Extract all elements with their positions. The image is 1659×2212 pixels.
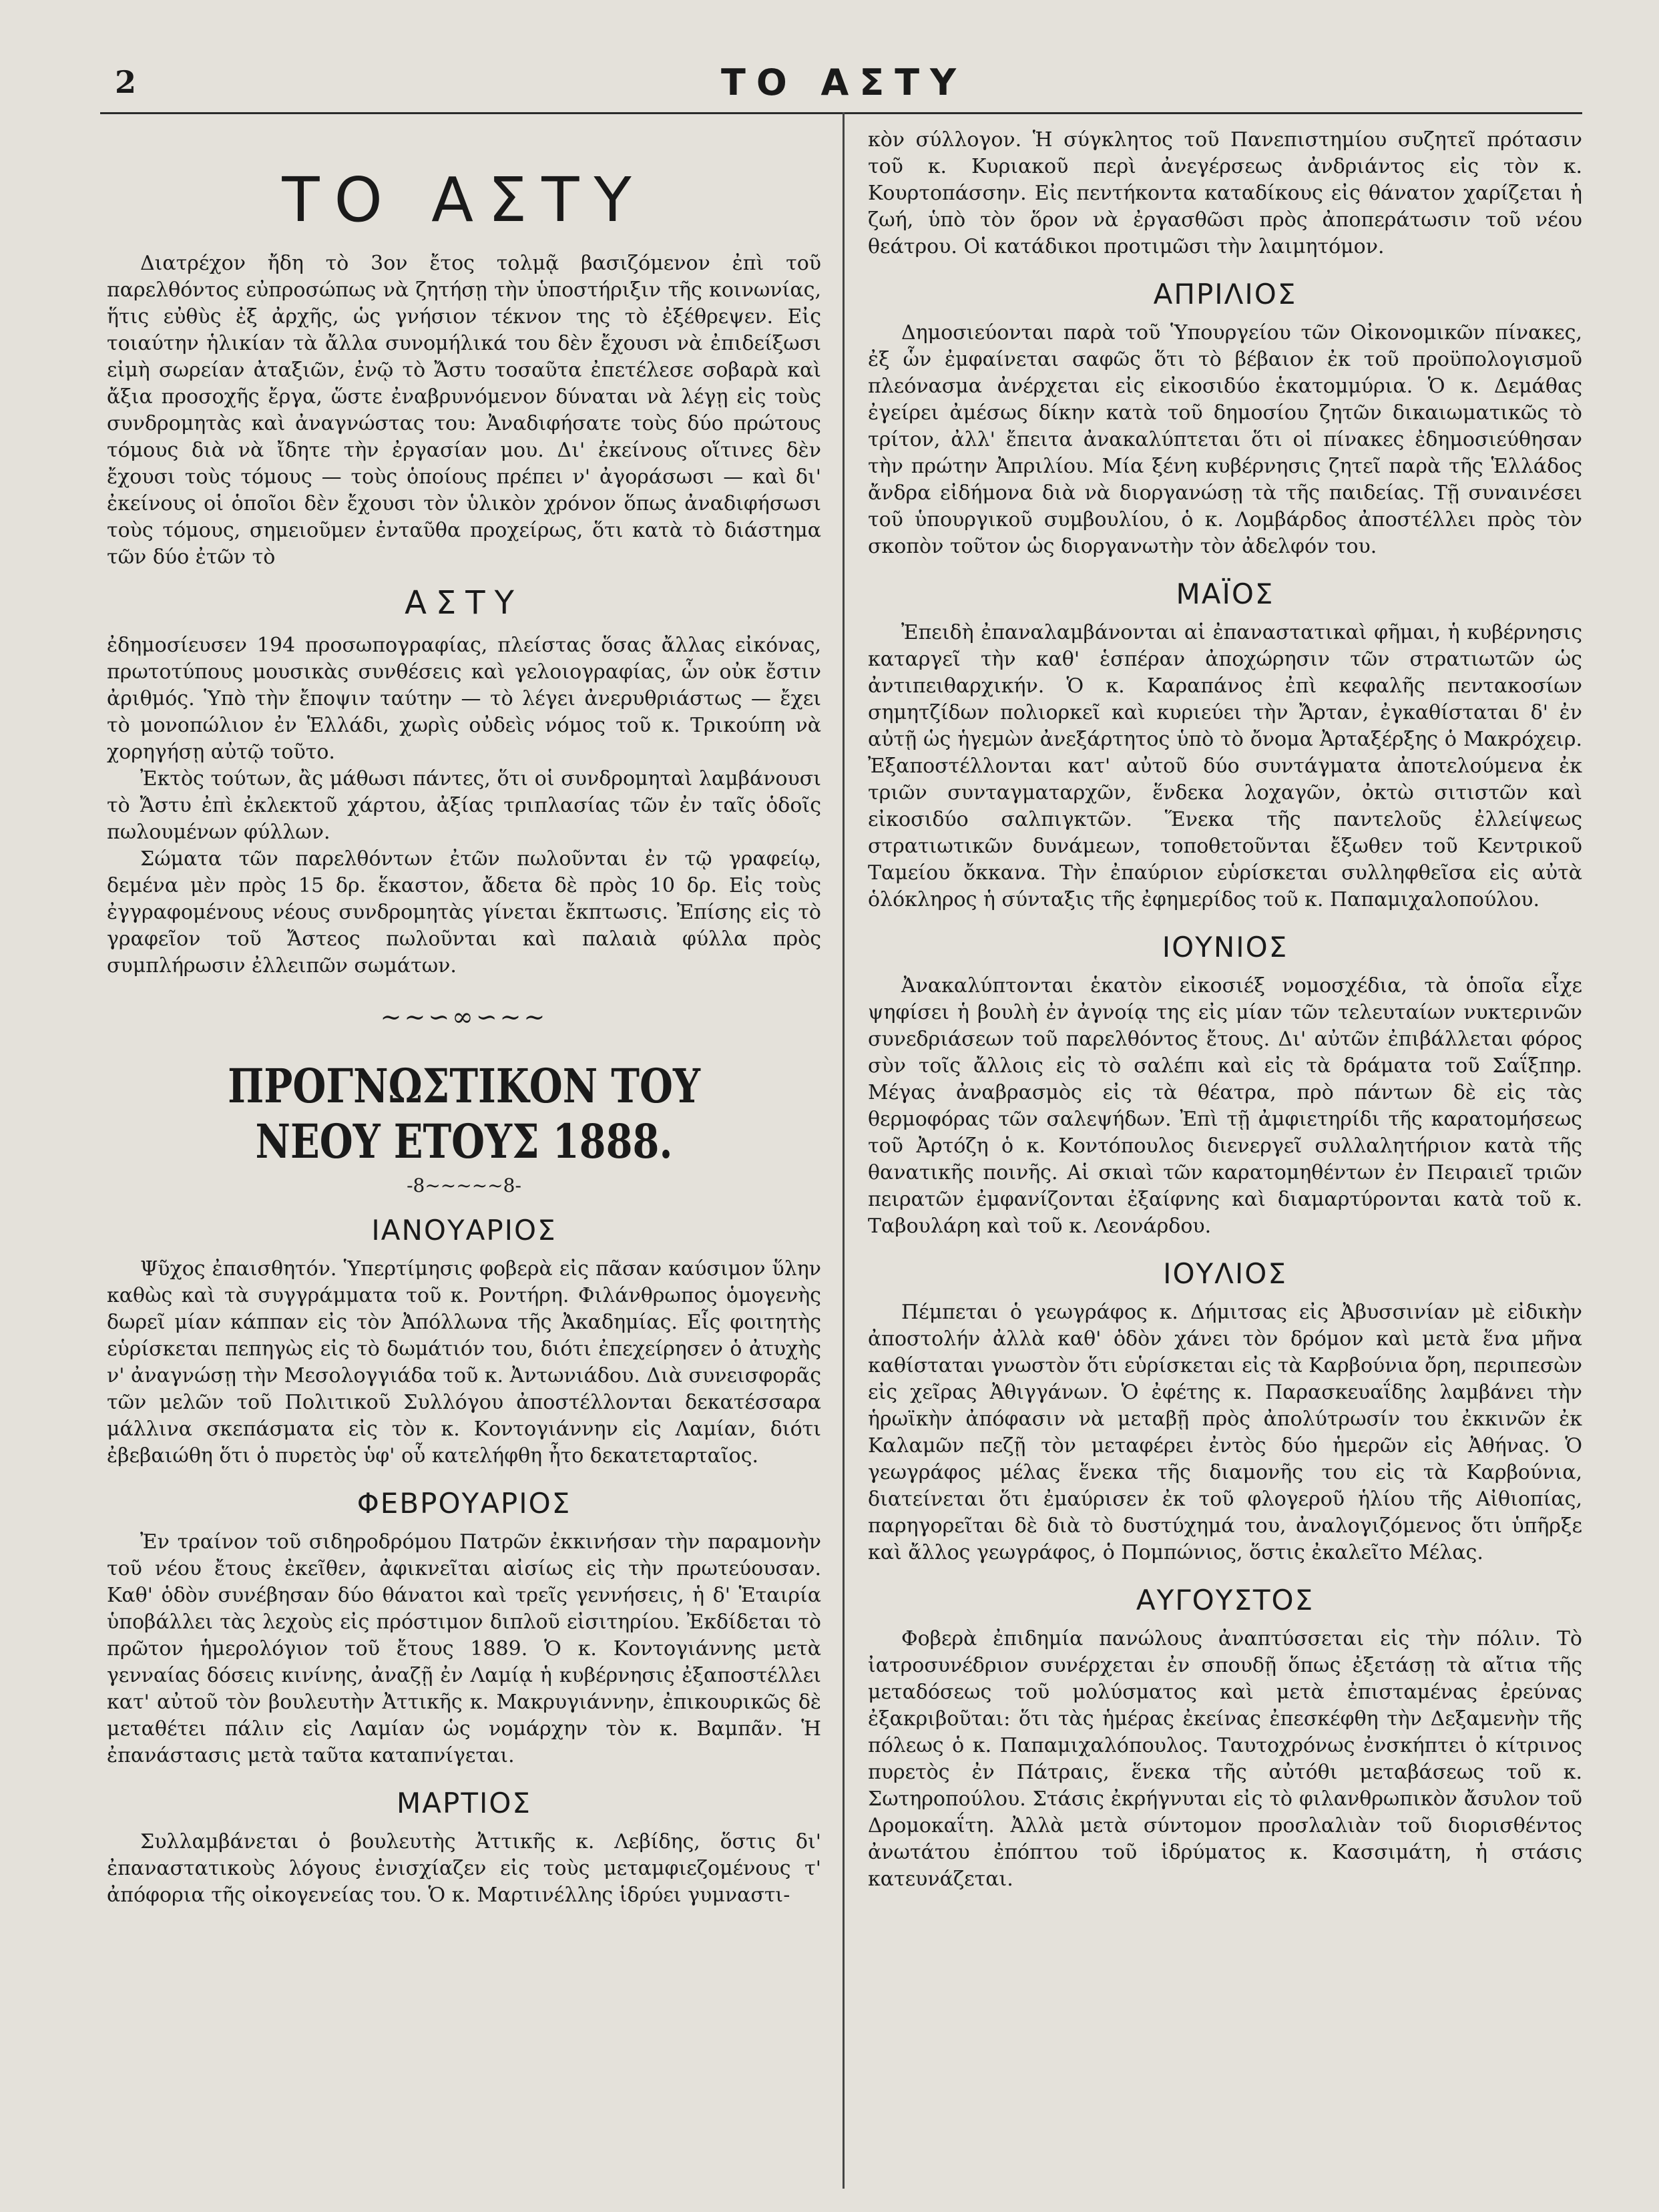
left-column (107, 127, 821, 1909)
month-heading: ΑΠΡΙΛΙΟΣ (1153, 278, 1297, 310)
right-column (868, 127, 1582, 1893)
month-text: Ἀνακαλύπτονται ἑκατὸν εἰκοσιέξ νομοσχέδια, τὰ ὁποῖα εἶχε ψηφίσει ἡ βουλὴ ἐν ἀγνοίᾳ της εἰς μίαν τῶν τελευταίων νυκτερινῶν συνεδριάσεων τοῦ παρελθόντος ἔτους. Δι' αὐτῶν ἐπιβάλλεται φόρος σὺν τοῖς ἄλλοις εἰς τὸ σαλέπι καὶ εἰς τὰ δράματα τοῦ Σαΐξπηρ. Μέγας ἀναβρασμὸς εἰς τὰ θέατρα, πρὸ πάντων δὲ εἰς τὰς θερμοφόρας τῶν σαλεψήδων. Ἐπὶ τῇ ἀμφιετηρίδι τῆς καρατομήσεως τοῦ Ἀρτόζη ὁ κ. Κοντόπουλος διενεργεῖ συλλαλητήριον κατὰ τῆς θανατικῆς ποινῆς. Αἱ σκιαὶ τῶν καρατομηθέντων ἐν Πειραιεῖ τριῶν πειρατῶν ἐμφανίζονται ἐξαίφνης καὶ διαμαρτύρονται κατὰ τοῦ κ. Ταβουλάρη καὶ τοῦ κ. Λεονάρδου. (868, 974, 1582, 1238)
month-text: Συλλαμβάνεται ὁ βουλευτὴς Ἀττικῆς κ. Λεβίδης, ὅστις δι' ἐπαναστατικοὺς λόγους ἐνισχίαζεν εἰς τοὺς μεταμφιεζομένους τ' ἀπόφορια τῆς οἰκογενείας του. Ὁ κ. Μαρτινέλλης ἱδρύει γυμναστι- (107, 1830, 821, 1907)
intro-paragraph: Διατρέχον ἤδη τὸ 3ον ἔτος τολμᾷ βασιζόμενον ἐπὶ τοῦ παρελθόντος εὐπροσώπως νὰ ζητήσῃ τὴν ὑποστήριξιν τῆς κοινωνίας, ἥτις εὐθὺς ἐξ ἀρχῆς, ὡς γνήσιον τέκνον της τὸ ἐξέθρεψεν. Εἰς τοιαύτην ἡλικίαν τὰ ἄλλα συνομήλικά του δὲν ἔχουσι νὰ ἐπιδείξωσι εἰμὴ σωρείαν ἀταξιῶν, ἐνῷ τὸ Ἄστυ τοσαῦτα ἐπετέλεσε σοβαρὰ καὶ ἄξια προσοχῆς ἔργα, ὥστε ἐναβρυνόμενον δύναται νὰ λέγῃ εἰς τοὺς συνδρομητὰς καὶ ἀναγνώστας του: Ἀναδιφήσατε τοὺς δύο πρώτους τόμους διὰ νὰ ἴδητε τὴν ἐργασίαν μου. Δι' ἐκείνους οἵτινες δὲν ἔχουσι τοὺς τόμους — τοὺς ὁποίους πρέπει ν' ἀγοράσωσι — καὶ δι' ἐκείνους οἱ ὁποῖοι δὲν ἔχουσι τὸν ὑλικὸν χρόνον ὅπως ἀναδιφήσωσι τοὺς τόμους, σημειοῦμεν ἐνταῦθα προχείρως, ὅτι κατὰ τὸ διάστημα τῶν δύο ἐτῶν τὸ (107, 252, 821, 569)
body-paragraph: Σώματα τῶν παρελθόντων ἐτῶν πωλοῦνται ἐν τῷ γραφείῳ, δεμένα μὲν πρὸς 15 δρ. ἕκαστον, ἄδετα δὲ πρὸς 10 δρ. Εἰς τοὺς ἐγγραφομένους νέους συνδρομητὰς γίνεται ἔκπτωσις. Ἐπίσης εἰς τὸ γραφεῖον τοῦ Ἄστεος πωλοῦνται καὶ παλαιὰ φύλλα πρὸς συμπλήρωσιν ἐλλειπῶν σωμάτων. (107, 847, 821, 977)
month-heading: ΦΕΒΡΟΥΑΡΙΟΣ (357, 1487, 571, 1520)
month-heading: ΙΑΝΟΥΑΡΙΟΣ (371, 1214, 557, 1247)
month-text: Ψῦχος ἐπαισθητόν. Ὑπερτίμησις φοβερὰ εἰς πᾶσαν καύσιμον ὕλην καθὼς καὶ τὰ συγγράμματα τοῦ κ. Ροντήρη. Φιλάνθρωπος ὁμογενὴς δωρεῖ μίαν κάππαν εἰς τὸν Ἀπόλλωνα τῆς Ἀκαδημίας. Εἷς φοιτητὴς εὑρίσκεται πεπηγὼς εἰς τὸ δωμάτιόν του, διότι ἐπεχείρησεν ὁ ἀτυχὴς ν' ἀναγνώσῃ τὴν Μεσολογγιάδα τοῦ κ. Ἀντωνιάδου. Διὰ συνεισφορᾶς τῶν μελῶν τοῦ Πολιτικοῦ Συλλόγου ἀποστέλλονται δεκατέσσαρα μάλλινα σκεπάσματα εἰς τὸν κ. Κοντογιάννην εἰς Λαμίαν, διότι ἐβεβαιώθη ὅτι ὁ πυρετὸς ὑφ' οὗ κατελήφθη ἦτο δεκατεταρταῖος. (107, 1257, 821, 1468)
header-rule (100, 112, 1582, 114)
running-title: ΤΟ ΑΣΤΥ (721, 61, 967, 103)
month-text: Ἐν τραίνον τοῦ σιδηροδρόμου Πατρῶν ἐκκινήσαν τὴν παραμονὴν τοῦ νέου ἔτους ἐκεῖθεν, ἀφικνεῖται αἰσίως εἰς τὴν πρωτεύουσαν. Καθ' ὁδὸν συνέβησαν δύο θάνατοι καὶ τρεῖς γεννήσεις, ἡ δ' Ἑταιρία ὑποβάλλει τὰς λεχοὺς εἰς πρόστιμον διπλοῦ εἰσιτηρίου. Ἐκδίδεται τὸ πρῶτον ἡμερολόγιον τοῦ ἔτους 1889. Ὁ κ. Κοντογιάννης μετὰ γενναίας δόσεις κινίνης, ἀναζῇ ἐν Λαμίᾳ ἡ κυβέρνησις ἐξαποστέλλει κατ' αὐτοῦ τὸν βουλευτὴν Ἀττικῆς κ. Μακρυγιάννην, ἐπικουρικῶς δὲ μεταθέτει πάλιν εἰς Λαμίαν ὡς νομάρχην τὸν κ. Βαμπᾶν. Ἡ ἐπανάστασις μετὰ ταῦτα καταπνίγεται. (107, 1530, 821, 1767)
month-text: Φοβερὰ ἐπιδημία πανώλους ἀναπτύσσεται εἰς τὴν πόλιν. Τὸ ἰατροσυνέδριον συνέρχεται ἐν σπουδῇ ὅπως ἐξετάσῃ τὰ αἴτια τῆς μεταδόσεως τοῦ μολύσματος καὶ μετὰ ἐπισταμένας ἐρεύνας ἐξακριβοῦται: ὅτι τὰς ἡμέρας ἐκείνας ἐπεσκέφθη τὴν Δεξαμενὴν τῆς πόλεως ὁ κ. Παπαμιχαλόπουλος. Ταυτοχρόνως ἐνσκήπτει ὁ κίτρινος πυρετὸς ἐν Πάτραις, ἕνεκα τῆς αὐτόθι μεταβάσεως τοῦ κ. Σωτηροπούλου. Στάσις ἐκρήγνυται εἰς τὸ φιλανθρωπικὸν ἄσυλον τοῦ Δρομοκαΐτη. Ἀλλὰ μετὰ σύντομον προσλαλιὰν τοῦ διορισθέντος ἀνωτάτου ἐπόπτου τοῦ ἱδρύματος κ. Κασσιμάτη, ἡ στάσις κατευνάζεται. (868, 1627, 1582, 1891)
body-paragraph: Ἐκτὸς τούτων, ἂς μάθωσι πάντες, ὅτι οἱ συνδρομηταὶ λαμβάνουσι τὸ Ἄστυ ἐπὶ ἐκλεκτοῦ χάρτου, ἀξίας τριπλασίας τῶν ἐν ταῖς ὁδοῖς πωλουμένων φύλλων. (107, 767, 821, 844)
divider-ornament: ~~∽∞∽~~ (380, 1002, 548, 1032)
body-paragraph: ἐδημοσίευσεν 194 προσωπογραφίας, πλείστας ὅσας ἄλλας εἰκόνας, πρωτοτύπους μουσικὰς συνθέσεις καὶ γελοιογραφίας, ὧν οὐκ ἔστιν ἀριθμός. Ὑπὸ τὴν ἔποψιν ταύτην — τὸ λέγει ἀνερυθριάστως — ἔχει τὸ μονοπώλιον ἐν Ἑλλάδι, χωρὶς οὐδεὶς νόμος τοῦ κ. Τρικούπη νὰ χορηγήσῃ αὐτῷ τοῦτο. (107, 634, 821, 764)
page-number: 2 (115, 64, 137, 100)
small-ornament: -8~~~~~8- (407, 1174, 521, 1196)
month-heading: ΜΑΪΟΣ (1176, 578, 1274, 610)
prognostic-title: ΠΡΟΓΝΩΣΤΙΚΟΝ ΤΟΥ ΝΕΟΥ ΕΤΟΥΣ 1888. (228, 1058, 700, 1169)
month-text: Ἐπειδὴ ἐπαναλαμβάνονται αἱ ἐπαναστατικαὶ φῆμαι, ἡ κυβέρνησις καταργεῖ τὴν καθ' ἑσπέραν ἀποχώρησιν τῶν στρατιωτῶν ὡς ἀντιπειθαρχικήν. Ὁ κ. Καραπάνος ἐπὶ κεφαλῆς πεντακοσίων σημητζίδων πολιορκεῖ καὶ κυριεύει τὴν Ἄρταν, ἐγκαθίσταται δ' ἐν αὐτῇ ὡς ἡγεμὼν ἀνεξάρτητος ὑπὸ τὸ ὄνομα Ἀρταξέρξης ὁ Μακρόχειρ. Ἐξαποστέλλονται κατ' αὐτοῦ δύο συντάγματα ἀποτελούμενα ἐκ τριῶν συνταγματαρχῶν, ἕνδεκα λοχαγῶν, ὀκτὼ σιτιστῶν καὶ εἰκοσιδύο σαλπιγκτῶν. Ἕνεκα τῆς παντελοῦς ἐλλείψεως στρατιωτικῶν δυνάμεων, τοποθετοῦνται ἔξωθεν τοῦ Κεντρικοῦ Ταμείου ὄκκανα. Τὴν ἐπαύριον εὑρίσκεται συλληφθεῖσα εἰς αὐτὰ ὁλόκληρος ἡ σύνταξις τῆς ἐφημερίδος τοῦ κ. Παπαμιχαλοπούλου. (868, 621, 1582, 911)
asty-subhead: ΑΣΤΥ (405, 584, 523, 622)
column-rule (843, 112, 845, 2189)
month-heading: ΙΟΥΝΙΟΣ (1162, 931, 1288, 963)
continuation-paragraph: κὸν σύλλογον. Ἡ σύγκλητος τοῦ Πανεπιστημίου συζητεῖ πρότασιν τοῦ κ. Κυριακοῦ περὶ ἀνεγέρσεως ἀνδριάντος εἰς τὸν κ. Κουρτοπάσσην. Εἰς πεντήκοντα καταδίκους εἰς θάνατον χαρίζεται ἡ ζωή, ὑπὸ τὸν ὅρον νὰ ἐργασθῶσι πρὸς ἀποπεράτωσιν τοῦ νέου θεάτρου. Οἱ κατάδικοι προτιμῶσι τὴν λαιμητόμον. (868, 128, 1582, 258)
month-heading: ΜΑΡΤΙΟΣ (397, 1787, 531, 1819)
month-text: Δημοσιεύονται παρὰ τοῦ Ὑπουργείου τῶν Οἰκονομικῶν πίνακες, ἐξ ὧν ἐμφαίνεται σαφῶς ὅτι τὸ βέβαιον ἐκ τοῦ προϋπολογισμοῦ πλεόνασμα ἀνέρχεται εἰς εἰκοσιδύο ἑκατομμύρια. Ὁ κ. Δεμάθας ἐγείρει ἀμέσως δίκην κατὰ τοῦ δημοσίου ζητῶν δικαιωματικῶς τὸ τρίτον, ἀλλ' ἔπειτα ἀνακαλύπτεται ὅτι οἱ πίνακες ἐδημοσιεύθησαν τὴν πρώτην Ἀπριλίου. Μία ξένη κυβέρνησις ζητεῖ παρὰ τῆς Ἑλλάδος ἄνδρα εἰδήμονα διὰ νὰ διοργανώσῃ τὰ τῆς παιδείας. Τῇ συναινέσει τοῦ ὑπουργικοῦ συμβουλίου, ὁ κ. Λομβάρδος ἀποστέλλει πρὸς τὸν σκοπὸν τοῦτον ὡς διοργανωτὴν τὸν ἀδελφόν του. (868, 321, 1582, 558)
month-text: Πέμπεται ὁ γεωγράφος κ. Δήμιτσας εἰς Ἀβυσσινίαν μὲ εἰδικὴν ἀποστολήν ἀλλὰ καθ' ὁδὸν χάνει τὸν δρόμον καὶ μετὰ ἕνα μῆνα καθίσταται γνωστὸν ὅτι εὑρίσκεται εἰς τὰ Καρβούνια ὄρη, περιπεσὼν εἰς χεῖρας Ἀθιγγάνων. Ὁ ἐφέτης κ. Παρασκευαΐδης λαμβάνει τὴν ἡρωϊκὴν ἀπόφασιν νὰ μεταβῇ πρὸς ἀπολύτρωσίν του ἐκκινῶν ἐκ Καλαμῶν πεζῇ τὸν μεταφέρει ἐντὸς δύο ἡμερῶν εἰς Ἀθήνας. Ὁ γεωγράφος μέλας ἕνεκα τῆς διαμονῆς του εἰς τὰ Καρβούνια, διατείνεται ὅτι ἐμαύρισεν ἐκ τοῦ φλογεροῦ ἡλίου τῆς Αἰθιοπίας, παρηγορεῖται δὲ διὰ τὸ δυστύχημά του, ἀναλογιζόμενος ὅτι ὑπῆρξε καὶ ἄλλος γεωγράφος, ὁ Πομπώνιος, ὅστις ἐκαλεῖτο Μέλας. (868, 1301, 1582, 1564)
masthead-title: ΤΟ ΑΣΤΥ (282, 164, 646, 236)
month-heading: ΙΟΥΛΙΟΣ (1163, 1257, 1287, 1290)
month-heading: ΑΥΓΟΥΣΤΟΣ (1136, 1584, 1315, 1616)
